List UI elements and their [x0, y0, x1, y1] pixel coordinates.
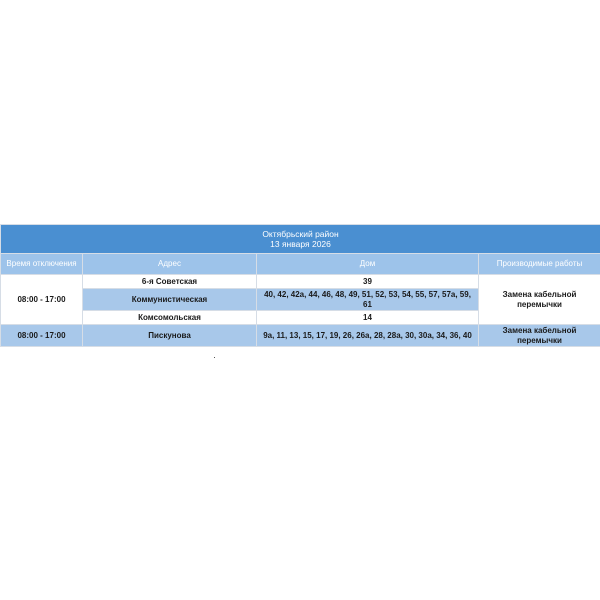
- table-row: [1, 325, 600, 347]
- district-header: [1, 225, 600, 254]
- house-numbers: 14: [257, 311, 479, 325]
- stray-dot: [214, 357, 215, 358]
- street-name: Комсомольская: [83, 311, 257, 325]
- column-header-row: [1, 254, 600, 275]
- outage-time: 08:00 - 17:00: [1, 275, 83, 325]
- house-numbers: 40, 42, 42а, 44, 46, 48, 49, 51, 52, 53, 54, 55, 57, 57а, 59, 61: [257, 289, 479, 311]
- street-name: 6-я Советская: [83, 275, 257, 289]
- works-description: Замена кабельной перемычки: [479, 325, 600, 347]
- house-numbers: 39: [257, 275, 479, 289]
- column-header-works: Производимые работы: [479, 254, 600, 275]
- street-name: Коммунистическая: [83, 289, 257, 311]
- outage-schedule-table: [0, 224, 600, 347]
- district-date: 13 января 2026: [270, 239, 331, 249]
- works-description: Замена кабельной перемычки: [479, 275, 600, 325]
- street-name: Пискунова: [83, 325, 257, 347]
- column-header-house: Дом: [257, 254, 479, 275]
- district-name: Октябрьский район: [262, 229, 339, 239]
- table-row: [1, 275, 600, 289]
- house-numbers: 9а, 11, 13, 15, 17, 19, 26, 26а, 28, 28а, 30, 30а, 34, 36, 40: [257, 325, 479, 347]
- outage-time: 08:00 - 17:00: [1, 325, 83, 347]
- column-header-address: Адрес: [83, 254, 257, 275]
- column-header-time: Время отключения: [1, 254, 83, 275]
